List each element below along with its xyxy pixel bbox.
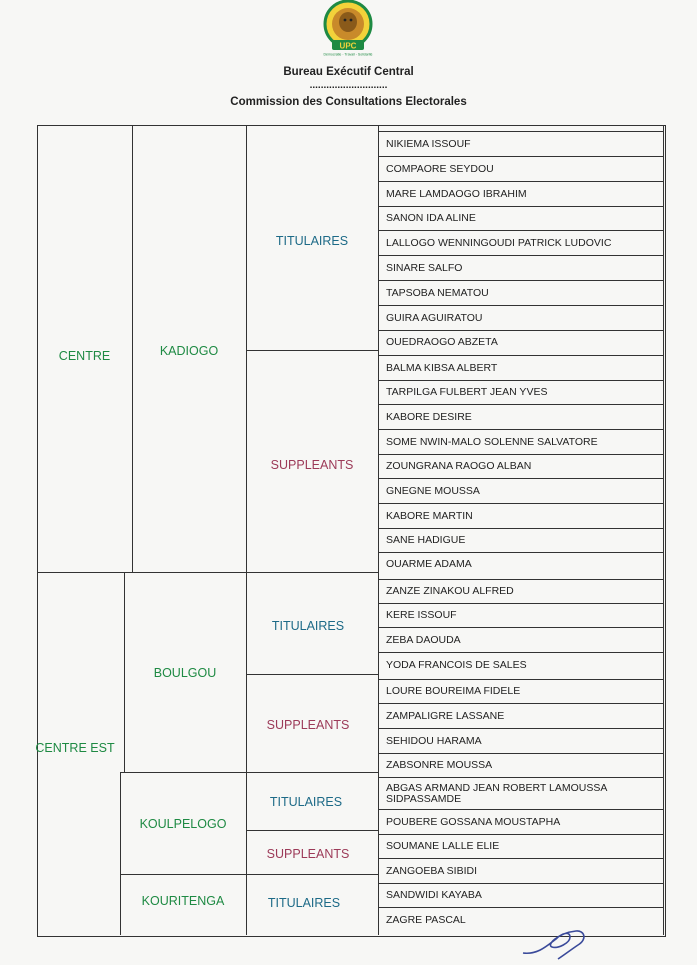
col-line-region — [120, 772, 121, 935]
province-separator-kouritenga — [120, 874, 378, 875]
candidate-name-row: OUARME ADAMA — [378, 552, 663, 576]
category-kadiogo-suppleants: SUPPLEANTS — [270, 458, 354, 472]
region-centre: CENTRE — [58, 349, 111, 363]
candidate-name-row: TAPSOBA NEMATOU — [378, 280, 663, 305]
candidate-name-row: ZANZE ZINAKOU ALFRED — [378, 579, 663, 603]
category-boulgou-titulaires: TITULAIRES — [271, 619, 345, 633]
candidate-name-row: YODA FRANCOIS DE SALES — [378, 652, 663, 677]
candidate-name-row: ZANGOEBA SIBIDI — [378, 858, 663, 883]
candidate-name-row: SANON IDA ALINE — [378, 206, 663, 230]
signature-mark — [518, 925, 598, 960]
category-koulpelogo-suppleants: SUPPLEANTS — [266, 847, 350, 861]
candidate-name-row: MARE LAMDAOGO IBRAHIM — [378, 181, 663, 206]
category-kouritenga-titulaires: TITULAIRES — [267, 896, 341, 910]
candidate-name-row: SOUMANE LALLE ELIE — [378, 834, 663, 858]
upc-logo — [316, 0, 380, 56]
province-kadiogo: KADIOGO — [159, 344, 219, 358]
candidate-name-row: KABORE MARTIN — [378, 503, 663, 528]
col-line-right — [663, 125, 664, 935]
candidate-name-row: POUBERE GOSSANA MOUSTAPHA — [378, 809, 663, 834]
category-boulgou-suppleants: SUPPLEANTS — [266, 718, 350, 732]
candidate-name-row: GNEGNE MOUSSA — [378, 478, 663, 503]
province-separator-koulpelogo — [120, 772, 378, 773]
candidate-name-row: SANE HADIGUE — [378, 528, 663, 552]
candidate-name-row: COMPAORE SEYDOU — [378, 156, 663, 181]
region-centre-est: CENTRE EST — [35, 741, 115, 755]
candidate-name-row: KABORE DESIRE — [378, 404, 663, 429]
candidate-name-row: ZABSONRE MOUSSA — [378, 753, 663, 777]
logo-text: UPC — [339, 41, 357, 51]
candidate-name-row: LALLOGO WENNINGOUDI PATRICK LUDOVIC — [378, 230, 663, 255]
candidate-name-row: ZAGRE PASCAL — [378, 907, 663, 932]
category-separator-kadiogo — [246, 350, 378, 351]
region-separator — [37, 572, 378, 573]
category-separator-koulpelogo — [246, 830, 378, 831]
candidate-name-row: ABGAS ARMAND JEAN ROBERT LAMOUSSA SIDPASSAMDE — [378, 777, 663, 809]
candidate-name-row: OUEDRAOGO ABZETA — [378, 330, 663, 354]
bureau-title: Bureau Exécutif Central — [283, 66, 414, 78]
category-kadiogo-titulaires: TITULAIRES — [275, 234, 349, 248]
province-boulgou: BOULGOU — [153, 666, 217, 680]
candidate-name-row: KERE ISSOUF — [378, 603, 663, 627]
candidate-name-row: ZEBA DAOUDA — [378, 627, 663, 652]
candidate-name-row: NIKIEMA ISSOUF — [378, 131, 663, 156]
candidate-name-row: SANDWIDI KAYABA — [378, 883, 663, 907]
candidate-name-row: TARPILGA FULBERT JEAN YVES — [378, 380, 663, 404]
candidate-name-row: ZAMPALIGRE LASSANE — [378, 703, 663, 728]
category-koulpelogo-titulaires: TITULAIRES — [269, 795, 343, 809]
candidate-name-row: GUIRA AGUIRATOU — [378, 305, 663, 330]
province-kouritenga: KOURITENGA — [141, 894, 225, 908]
candidate-name-row: SOME NWIN-MALO SOLENNE SALVATORE — [378, 429, 663, 454]
province-koulpelogo: KOULPELOGO — [139, 817, 227, 831]
dotted-separator: ............................ — [309, 80, 388, 91]
candidate-name-row: BALMA KIBSA ALBERT — [378, 355, 663, 380]
candidate-name-row: SEHIDOU HARAMA — [378, 728, 663, 753]
candidate-name-row: ZOUNGRANA RAOGO ALBAN — [378, 454, 663, 478]
candidate-name-row: SINARE SALFO — [378, 255, 663, 280]
candidate-name-row: LOURE BOUREIMA FIDELE — [378, 679, 663, 703]
commission-title: Commission des Consultations Electorales — [230, 96, 467, 108]
category-separator-boulgou — [246, 674, 378, 675]
logo-motto: Démocratie - Travail - Solidarité — [323, 52, 373, 56]
